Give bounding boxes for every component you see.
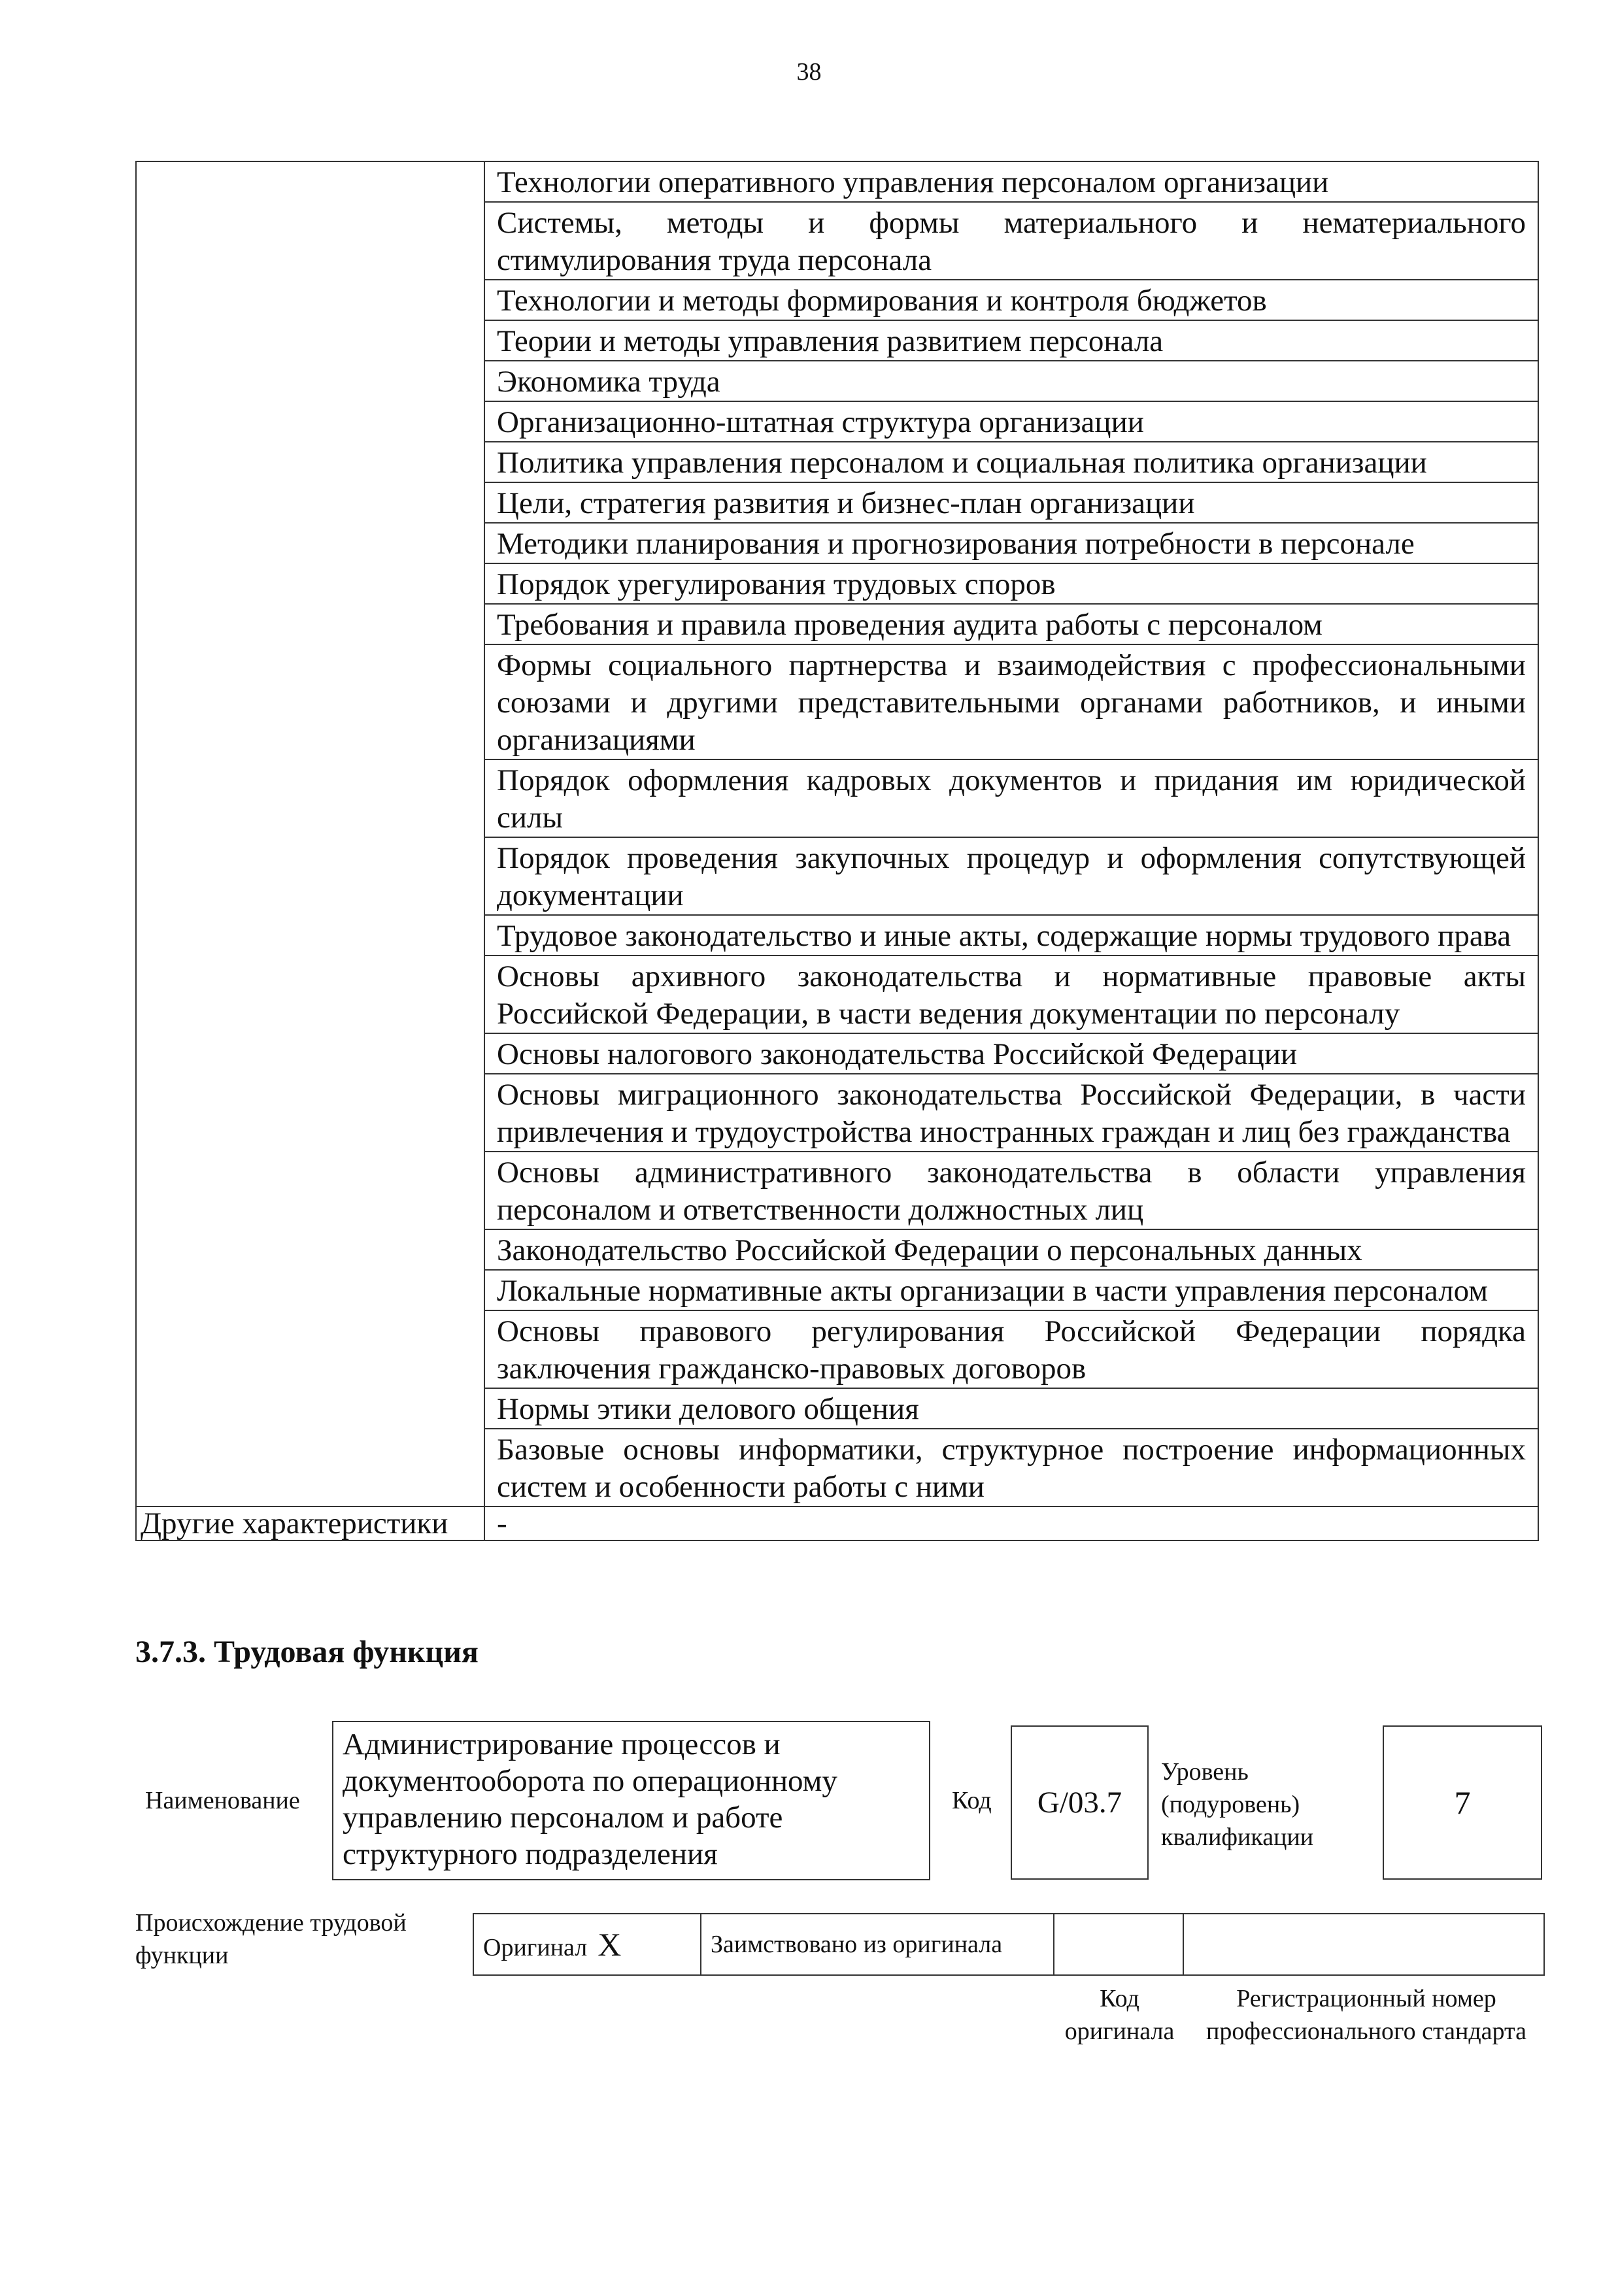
table-row bbox=[136, 161, 1538, 202]
knowledge-item: Формы социального партнерства и взаимодействия с профессиональными союзами и другими представительными органами работников, и иными организациями bbox=[484, 644, 1538, 759]
knowledge-item: Основы архивного законодательства и нормативные правовые акты Российской Федерации, в части ведения документации по персоналу bbox=[484, 956, 1538, 1033]
knowledge-table bbox=[135, 161, 1539, 1541]
origin-label: Происхождение трудовой функции bbox=[135, 1909, 407, 1969]
original-code-cell bbox=[1054, 1914, 1183, 1975]
knowledge-item: Теории и методы управления развитием персонала bbox=[484, 320, 1538, 361]
original-cell bbox=[473, 1914, 701, 1975]
knowledge-item: Основы миграционного законодательства Российской Федерации, в части привлечения и трудоустройства иностранных граждан и лиц без гражданства bbox=[484, 1074, 1538, 1152]
other-characteristics-row bbox=[136, 1506, 1538, 1540]
knowledge-item: Порядок проведения закупочных процедур и оформления сопутствующей документации bbox=[484, 837, 1538, 915]
knowledge-item: Цели, стратегия развития и бизнес-план организации bbox=[484, 482, 1538, 523]
knowledge-item: Законодательство Российской Федерации о персональных данных bbox=[484, 1229, 1538, 1270]
knowledge-item: Локальные нормативные акты организации в части управления персоналом bbox=[484, 1270, 1538, 1310]
section-heading: 3.7.3. Трудовая функция bbox=[135, 1635, 479, 1669]
other-characteristics-label: Другие характеристики bbox=[136, 1506, 484, 1540]
knowledge-item: Экономика труда bbox=[484, 361, 1538, 401]
knowledge-item: Порядок оформления кадровых документов и придания им юридической силы bbox=[484, 759, 1538, 837]
other-characteristics-value: - bbox=[484, 1506, 1538, 1540]
registration-caption: Регистрационный номер профессионального стандарта bbox=[1206, 1985, 1526, 2045]
empty-label-cell bbox=[136, 161, 484, 1506]
name-label: Наименование bbox=[145, 1787, 300, 1814]
level-box: 7 bbox=[1383, 1725, 1542, 1880]
level-label: Уровень (подуровень) квалификации bbox=[1161, 1758, 1314, 1851]
registration-number-cell bbox=[1183, 1914, 1544, 1975]
knowledge-item: Основы правового регулирования Российской Федерации порядка заключения гражданско-правовых договоров bbox=[484, 1310, 1538, 1388]
function-name-box: Администрирование процессов и документооборота по операционному управлению персоналом и работе структурного подразделения bbox=[332, 1721, 930, 1880]
borrowed-cell: Заимствовано из оригинала bbox=[701, 1914, 1054, 1975]
knowledge-item: Трудовое законодательство и иные акты, содержащие нормы трудового права bbox=[484, 915, 1538, 956]
knowledge-item: Системы, методы и формы материального и нематериального стимулирования труда персонала bbox=[484, 202, 1538, 280]
original-mark: X bbox=[598, 1926, 622, 1963]
knowledge-item: Основы административного законодательства в области управления персоналом и ответственности должностных лиц bbox=[484, 1152, 1538, 1229]
knowledge-item: Технологии и методы формирования и контроля бюджетов bbox=[484, 280, 1538, 320]
knowledge-item: Нормы этики делового общения bbox=[484, 1388, 1538, 1429]
knowledge-item: Основы налогового законодательства Российской Федерации bbox=[484, 1033, 1538, 1074]
page-number: 38 bbox=[796, 58, 822, 86]
knowledge-item: Порядок урегулирования трудовых споров bbox=[484, 563, 1538, 604]
knowledge-item: Методики планирования и прогнозирования потребности в персонале bbox=[484, 523, 1538, 563]
knowledge-item: Технологии оперативного управления персоналом организации bbox=[484, 161, 1538, 202]
knowledge-item: Организационно-штатная структура организации bbox=[484, 401, 1538, 442]
knowledge-item: Базовые основы информатики, структурное построение информационных систем и особенности работы с ними bbox=[484, 1429, 1538, 1506]
function-code-box: G/03.7 bbox=[1011, 1725, 1149, 1880]
knowledge-item: Политика управления персоналом и социальная политика организации bbox=[484, 442, 1538, 482]
original-label: Оригинал bbox=[483, 1934, 588, 1961]
code-label: Код bbox=[952, 1787, 992, 1814]
code-caption: Код оригинала bbox=[1064, 1985, 1175, 2045]
knowledge-item: Требования и правила проведения аудита работы с персоналом bbox=[484, 604, 1538, 644]
origin-table bbox=[473, 1913, 1545, 1976]
